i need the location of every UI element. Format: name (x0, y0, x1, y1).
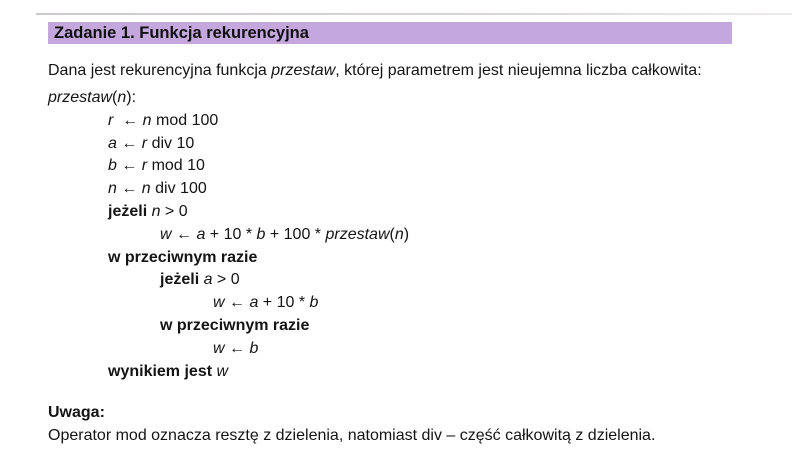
code-line (48, 87, 409, 110)
text-segment: ( (389, 225, 395, 243)
text-segment: w (160, 225, 172, 243)
text-segment: n (108, 180, 117, 198)
text-segment: + 100 * (265, 225, 326, 243)
text-segment: n (117, 89, 127, 106)
code-line (48, 315, 409, 338)
text-segment: mod 100 (151, 111, 219, 129)
pseudocode-block (48, 87, 409, 383)
text-segment: ← (113, 111, 143, 129)
text-segment: div 100 (150, 180, 207, 198)
text-segment: ← (224, 339, 250, 357)
task-title: Zadanie 1. Funkcja rekurencyjna (54, 24, 309, 42)
text-segment: > 0 (160, 202, 188, 220)
text-segment: a (249, 294, 259, 312)
text-segment: r (141, 157, 148, 175)
text-segment: ← (116, 134, 142, 152)
code-line (48, 110, 409, 133)
text-segment: ): (126, 89, 137, 106)
code-line (48, 269, 409, 292)
text-segment: mod 10 (147, 157, 205, 175)
text-segment: + 10 * (205, 225, 257, 243)
text-segment: wynikiem jest (108, 362, 217, 380)
text-segment: ← (171, 225, 197, 243)
text-segment: a (108, 134, 117, 152)
intro-paragraph (48, 60, 768, 82)
text-segment: ) (403, 225, 410, 243)
text-segment: ( (112, 89, 118, 106)
text-segment: n (141, 180, 151, 198)
text-segment: przestaw (271, 62, 336, 79)
note-label: Uwaga: (48, 404, 105, 421)
text-segment: > 0 (212, 271, 240, 289)
text-segment: b (309, 294, 319, 312)
note-text: Operator mod oznacza resztę z dzielenia, natomiast div – część całkowitą z dzielenia. (48, 426, 656, 444)
text-segment: w (213, 294, 225, 312)
text-segment: b (249, 339, 259, 357)
code-line (48, 338, 409, 361)
text-segment: ← (116, 180, 142, 198)
note-section (48, 402, 778, 447)
text-segment: w przeciwnym razie (108, 248, 258, 266)
top-rule-divider (36, 13, 792, 15)
text-segment: n (151, 202, 161, 220)
text-segment: r (141, 134, 148, 152)
code-line (48, 201, 409, 224)
text-segment: , której parametrem jest nieujemna liczba całkowita: (335, 62, 702, 79)
text-segment: r (108, 111, 114, 129)
code-line (48, 361, 409, 384)
text-segment: b (256, 225, 266, 243)
code-line (48, 247, 409, 270)
text-segment: a (203, 271, 213, 289)
text-segment: w (216, 362, 229, 380)
text-segment: b (108, 157, 117, 175)
text-segment: a (196, 225, 206, 243)
text-segment: jeżeli (108, 202, 152, 220)
text-segment: Dana jest rekurencyjna funkcja (48, 62, 272, 79)
text-segment: ← (116, 157, 142, 175)
task-header-highlight (48, 22, 732, 44)
code-line (48, 155, 409, 178)
text-segment: div 10 (147, 134, 195, 152)
text-segment: w (213, 339, 225, 357)
code-line (48, 292, 409, 315)
code-line (48, 224, 409, 247)
code-line (48, 133, 409, 156)
text-segment: n (394, 225, 404, 243)
text-segment: ← (224, 294, 250, 312)
text-segment: przestaw (48, 89, 113, 106)
text-segment: przestaw (325, 225, 390, 243)
code-line (48, 178, 409, 201)
text-segment: w przeciwnym razie (160, 316, 310, 334)
text-segment: n (142, 111, 152, 129)
text-segment: + 10 * (258, 294, 310, 312)
text-segment: jeżeli (160, 271, 204, 289)
